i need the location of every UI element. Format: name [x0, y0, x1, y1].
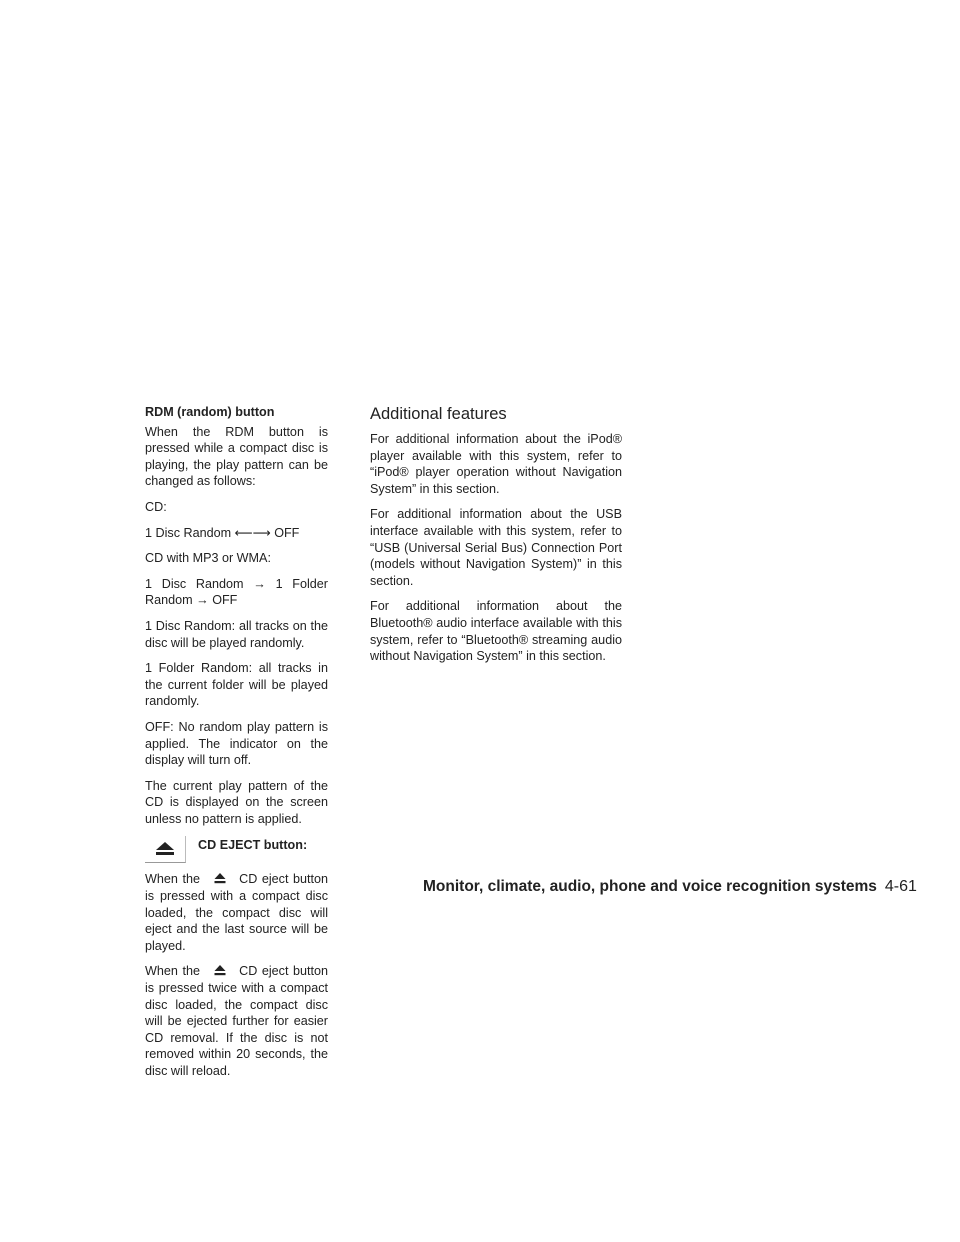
- rdm-heading: RDM (random) button: [145, 405, 275, 419]
- footer-section-title: Monitor, climate, audio, phone and voice recognition systems: [423, 878, 877, 895]
- section-title: Additional features: [370, 405, 507, 423]
- eject-twice-pre: When the: [145, 964, 200, 979]
- eject-icon: [214, 965, 226, 976]
- eject-icon-inline: [205, 872, 235, 884]
- eject-once-desc: [145, 871, 328, 954]
- folder-random-desc: 1 Folder Random: all tracks in the current folder will be played randomly.: [145, 661, 328, 709]
- rdm-intro: When the RDM button is pressed while a compact disc is playing, the play pattern can be changed as follows:: [145, 424, 328, 489]
- eject-icon: [155, 842, 175, 856]
- left-column: [145, 404, 328, 1089]
- off-desc: OFF: No random play pattern is applied. The indicator on the display will turn off.: [145, 719, 328, 768]
- right-column: [370, 404, 622, 674]
- disc-random-desc: 1 Disc Random: all tracks on the disc will be played randomly.: [145, 618, 328, 650]
- eject-icon-box: [145, 836, 186, 863]
- cd-label: CD:: [145, 499, 167, 514]
- eject-twice-post: CD eject button is pressed twice with a compact disc loaded, the compact disc will be ejected further for easier CD removal. If the disc is not removed within 20 seconds, the disc will reload.: [145, 964, 329, 1078]
- ipod-info: For additional information about the iPod® player available with this system, refer to “iPod® player operation without Navigation System” in this section.: [370, 432, 622, 496]
- eject-once-pre: When the: [145, 872, 200, 887]
- eject-icon-inline: [205, 964, 235, 976]
- page-number: 4-61: [884, 878, 917, 895]
- cd-eject-heading-label: CD EJECT button:: [198, 838, 308, 853]
- usb-info: For additional information about the USB interface available with this system, refer to “USB (Universal Serial Bus) Connection Port (models without Navigation System)” in this section.: [370, 507, 622, 588]
- mp3-pattern: 1 Disc Random → 1 Folder Random → OFF: [145, 576, 328, 608]
- bluetooth-info: For additional information about the Bluetooth® audio interface available with this system, refer to “Bluetooth® streaming audio without Navigation System” in this section.: [370, 599, 622, 664]
- eject-twice-desc: [145, 963, 328, 1079]
- pattern-display-desc: The current play pattern of the CD is displayed on the screen unless no pattern is applied.: [145, 778, 328, 826]
- eject-icon: [214, 873, 226, 884]
- eject-once-post: CD eject button is pressed with a compact disc loaded, the compact disc will eject and the last source will be played.: [145, 872, 329, 953]
- cd-eject-heading: [145, 836, 328, 863]
- cd-pattern: 1 Disc Random ⟵⟶ OFF: [145, 525, 300, 540]
- mp3-label: CD with MP3 or WMA:: [145, 551, 271, 566]
- page-footer: [423, 878, 953, 896]
